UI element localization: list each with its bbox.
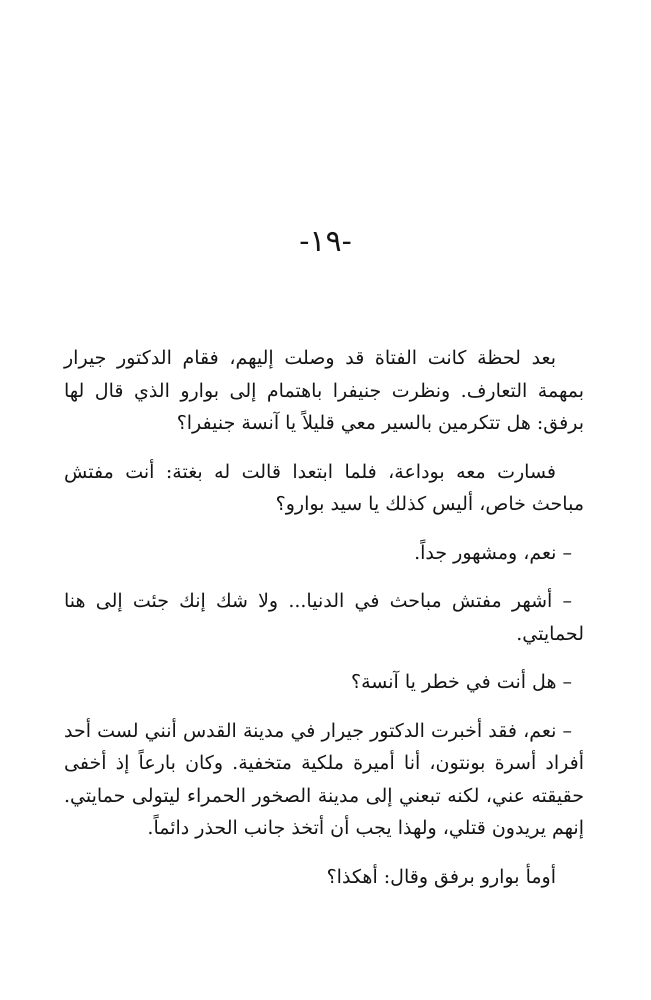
dialogue-line-1: – نعم، ومشهور جداً. <box>414 541 572 564</box>
paragraph-3: أومأ بوارو برفق وقال: أهكذا؟ <box>326 865 556 888</box>
paragraph-2: فسارت معه بوداعة، فلما ابتعدا قالت له بغتة: أنت مفتش مباحث خاص، أليس كذلك يا سيد بوارو؟ <box>64 460 584 515</box>
dialogue-line-3: – هل أنت في خطر يا آنسة؟ <box>351 671 572 693</box>
body-text <box>64 342 584 909</box>
page-number: -١٩- <box>299 224 352 259</box>
paragraph-1: بعد لحظة كانت الفتاة قد وصلت إليهم، فقام الدكتور جيرار بمهمة التعارف. ونظرت جنيفرا باهتمام إلى بوارو الذي قال لها برفق: هل تتكرمين بالسير معي قليلاً يا آنسة جنيفرا؟ <box>64 347 584 434</box>
dialogue-line-4: – نعم، فقد أخبرت الدكتور جيرار في مدينة القدس أنني لست أحد أفراد أسرة بونتون، أنا أميرة ملكية متخفية. وكان بارعاً إذ أخفى حقيقته عني، لكنه تبعني إلى مدينة الصخور الحمراء ليتولى حمايتي. إنهم يريدون قتلي، ولهذا يجب أن أتخذ جانب الحذر دائماً. <box>64 719 584 839</box>
dialogue-line-2: – أشهر مفتش مباحث في الدنيا... ولا شك إنك جئت إلى هنا لحمايتي. <box>64 590 584 645</box>
